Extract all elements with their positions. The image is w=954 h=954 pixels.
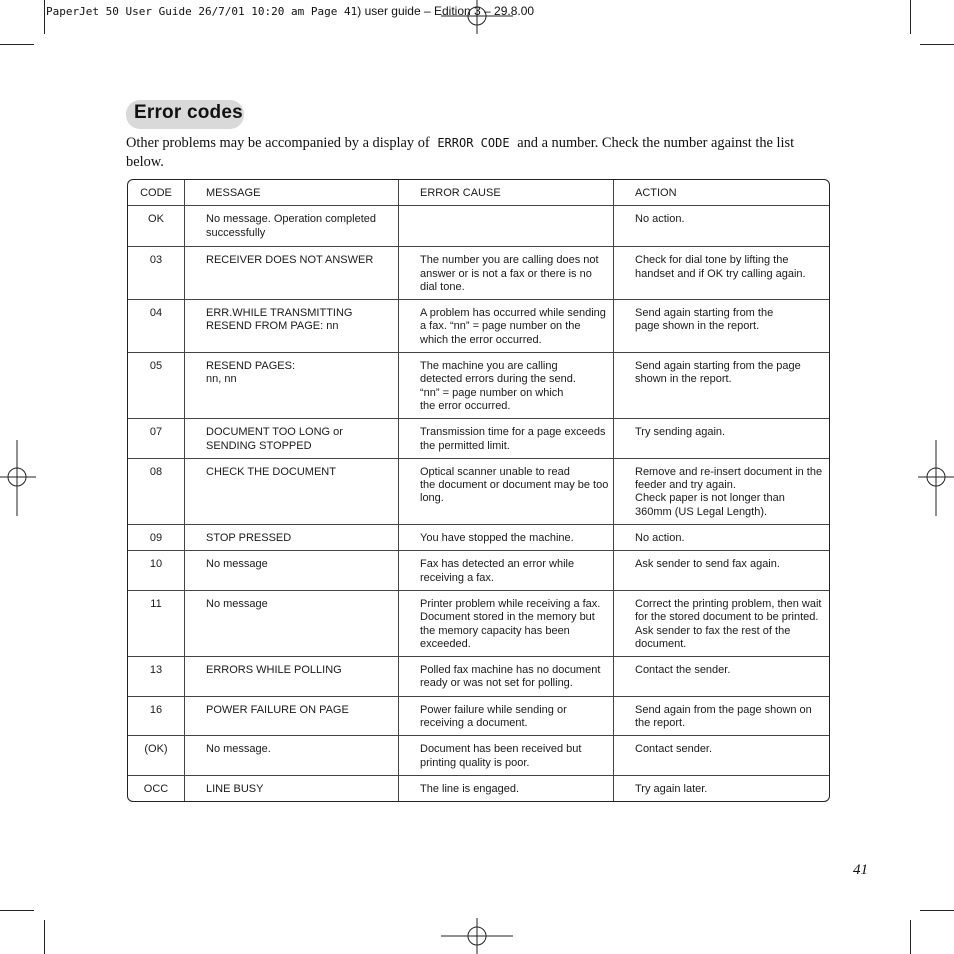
action-cell: Try sending again.: [614, 419, 829, 459]
page-number: 41: [853, 862, 868, 878]
action-cell: Send again starting from the page shown in the report.: [614, 300, 829, 353]
message-cell: POWER FAILURE ON PAGE: [185, 697, 399, 737]
code-cell: 09: [128, 525, 185, 551]
table-row: [128, 353, 829, 419]
edition-text: ) user guide – Edition 3 – 29.8.00: [357, 4, 535, 18]
table-row: [128, 300, 829, 353]
code-cell: 08: [128, 459, 185, 525]
action-cell: Send again starting from the page shown in the report.: [614, 353, 829, 419]
message-cell: No message: [185, 591, 399, 657]
cause-cell: Polled fax machine has no document ready or was not set for polling.: [399, 657, 614, 697]
cause-cell: You have stopped the machine.: [399, 525, 614, 551]
table-row: [128, 551, 829, 591]
action-cell: Ask sender to send fax again.: [614, 551, 829, 591]
cause-cell: The machine you are calling detected errors during the send. “nn” = page number on which the error occurred.: [399, 353, 614, 419]
page-title: Error codes: [134, 102, 243, 123]
code-cell: 11: [128, 591, 185, 657]
table-row: [128, 736, 829, 776]
code-cell: 03: [128, 247, 185, 300]
action-cell: No action.: [614, 525, 829, 551]
crop-mark-bottom-right-v: [910, 920, 911, 954]
registration-mark-bottom-icon: [437, 918, 517, 954]
crop-mark-bottom-left-h: [0, 910, 34, 911]
slug-text: PaperJet 50 User Guide 26/7/01 10:20 am Page 41: [46, 5, 358, 18]
code-cell: OK: [128, 206, 185, 247]
table-row: [128, 459, 829, 525]
intro-after: and a number. Check the number against the list below.: [126, 135, 795, 170]
registration-mark-top-icon: [437, 0, 517, 34]
cause-cell: Document has been received but printing quality is poor.: [399, 736, 614, 776]
crop-mark-bottom-left-v: [44, 920, 45, 954]
cause-cell: The line is engaged.: [399, 776, 614, 801]
cause-cell: Printer problem while receiving a fax. Document stored in the memory but the memory capacity has been exceeded.: [399, 591, 614, 657]
table-row: [128, 247, 829, 300]
action-cell: Send again from the page shown on the report.: [614, 697, 829, 737]
table-row: [128, 206, 829, 247]
code-cell: 13: [128, 657, 185, 697]
action-cell: No action.: [614, 206, 829, 247]
code-cell: 05: [128, 353, 185, 419]
cause-cell: Power failure while sending or receiving a document.: [399, 697, 614, 737]
message-cell: DOCUMENT TOO LONG or SENDING STOPPED: [185, 419, 399, 459]
message-cell: No message.: [185, 736, 399, 776]
header-action: ACTION: [614, 180, 829, 206]
table-row: [128, 697, 829, 737]
header-message: MESSAGE: [185, 180, 399, 206]
message-cell: CHECK THE DOCUMENT: [185, 459, 399, 525]
message-cell: LINE BUSY: [185, 776, 399, 801]
action-cell: Contact the sender.: [614, 657, 829, 697]
message-cell: No message: [185, 551, 399, 591]
crop-mark-top-right-v: [910, 0, 911, 34]
table-header-row: [128, 180, 829, 206]
code-cell: OCC: [128, 776, 185, 801]
action-cell: Try again later.: [635, 782, 708, 795]
action-cell: Check for dial tone by lifting the handset and if OK try calling again.: [614, 247, 829, 300]
crop-mark-top-right-h: [920, 44, 954, 45]
code-cell: 16: [128, 697, 185, 737]
code-cell: 07: [128, 419, 185, 459]
crop-mark-top-left-h: [0, 44, 34, 45]
message-cell: STOP PRESSED: [185, 525, 399, 551]
action-cell: Contact sender.: [614, 736, 829, 776]
table-row: [128, 776, 829, 801]
intro-before: Other problems may be accompanied by a display of: [126, 135, 430, 151]
action-cell: Remove and re-insert document in the feeder and try again. Check paper is not longer than 360mm (US Legal Length).: [614, 459, 829, 525]
error-code-display: ERROR CODE: [437, 136, 510, 150]
crop-mark-top-left-v: [44, 0, 45, 34]
header-code: CODE: [128, 180, 185, 206]
cause-cell: Transmission time for a page exceeds the permitted limit.: [399, 419, 614, 459]
table-row: [128, 419, 829, 459]
message-cell: No message. Operation completed successfully: [185, 206, 399, 247]
header-error-cause: ERROR CAUSE: [399, 180, 614, 206]
message-cell: RESEND PAGES: nn, nn: [185, 353, 399, 419]
crop-mark-bottom-right-h: [920, 910, 954, 911]
cause-cell: A problem has occurred while sending a fax. “nn” = page number on the which the error occurred.: [399, 300, 614, 353]
intro-paragraph: [126, 134, 826, 172]
code-cell: 10: [128, 551, 185, 591]
error-codes-table: [127, 179, 830, 802]
table-row: [128, 591, 829, 657]
table-row: [128, 525, 829, 551]
table-row: [128, 657, 829, 697]
cause-cell: Optical scanner unable to read the document or document may be too long.: [399, 459, 614, 525]
cause-cell: Fax has detected an error while receiving a fax.: [399, 551, 614, 591]
action-cell: Correct the printing problem, then wait for the stored document to be printed. Ask sender to fax the rest of the document.: [614, 591, 829, 657]
message-cell: RECEIVER DOES NOT ANSWER: [185, 247, 399, 300]
registration-mark-right-icon: [918, 440, 954, 516]
registration-mark-left-icon: [0, 440, 36, 516]
cause-cell: The number you are calling does not answer or is not a fax or there is no dial tone.: [399, 247, 614, 300]
code-cell: 04: [128, 300, 185, 353]
message-cell: ERRORS WHILE POLLING: [185, 657, 399, 697]
code-cell: (OK): [128, 736, 185, 776]
message-cell: ERR.WHILE TRANSMITTING RESEND FROM PAGE: nn: [185, 300, 399, 353]
cause-cell: [399, 206, 614, 247]
